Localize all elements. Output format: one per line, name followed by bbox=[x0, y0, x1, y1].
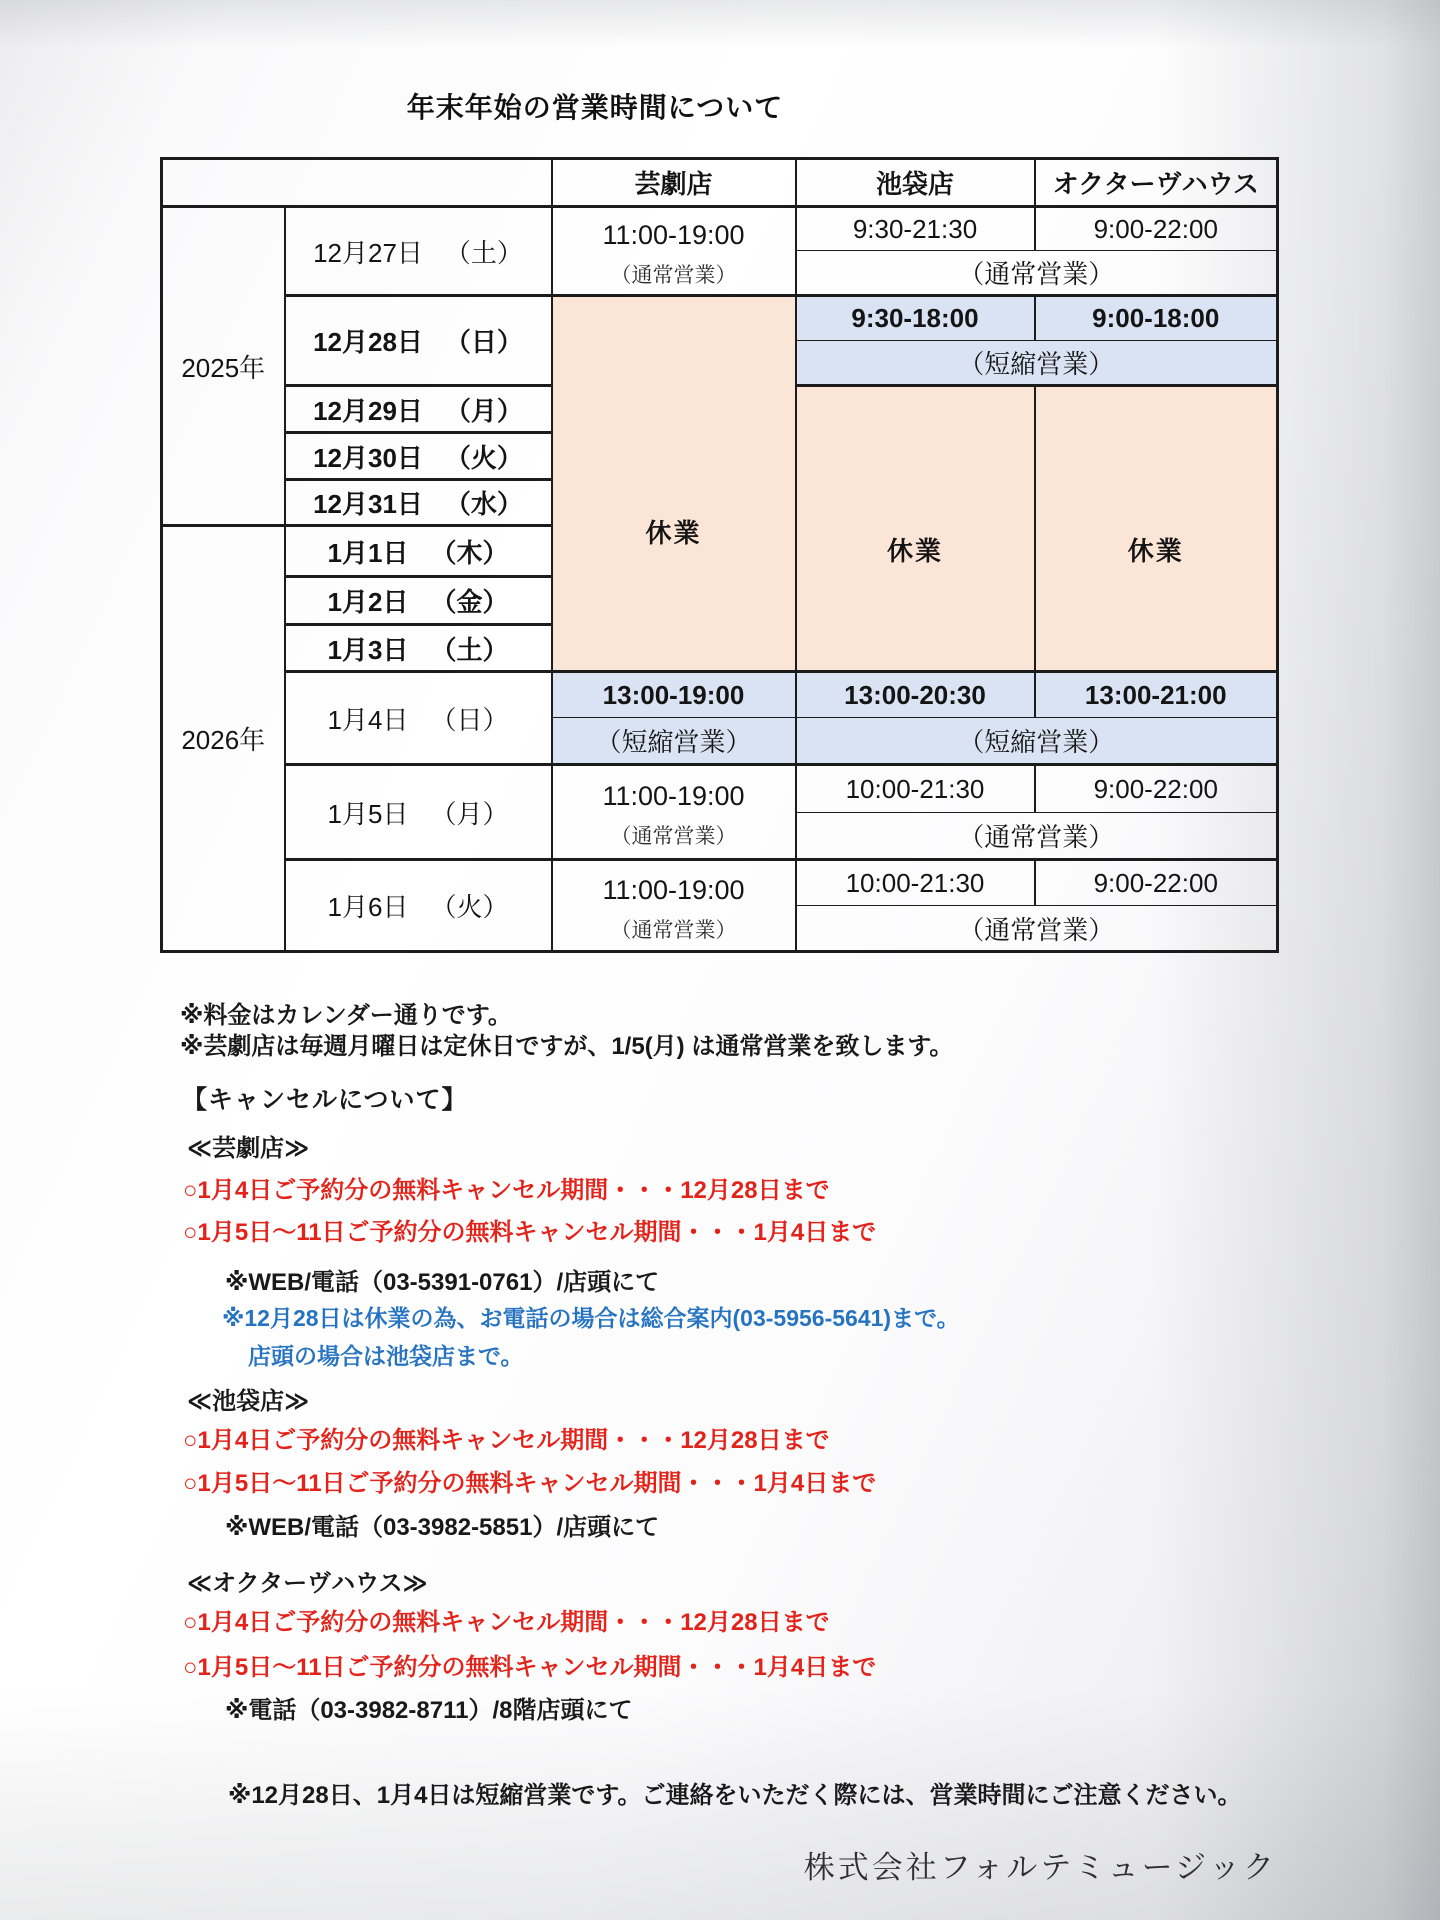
note-short-hours: ※12月28日、1月4日は短縮営業です。ご連絡をいただく際には、営業時間にご注意ください。 bbox=[228, 1782, 1242, 1809]
date-text: 12月30日 bbox=[313, 442, 423, 473]
weekday-text: （火） bbox=[444, 442, 523, 473]
year-2026-cell bbox=[162, 526, 285, 952]
date-cell-jan3 bbox=[285, 625, 552, 672]
weekday-text: （水） bbox=[444, 489, 523, 519]
date-text: 1月4日 bbox=[327, 704, 409, 735]
weekday-text: （金） bbox=[430, 587, 509, 617]
cancel-line: ○1月5日～11日ご予約分の無料キャンセル期間・・・1月4日まで bbox=[183, 1470, 877, 1497]
date-text: 12月31日 bbox=[313, 489, 423, 519]
dec27-shared-note: （通常営業） bbox=[796, 251, 1278, 296]
company-name: 株式会社フォルテミュージック bbox=[803, 1850, 1277, 1885]
cancel-line: ○1月5日～11日ご予約分の無料キャンセル期間・・・1月4日まで bbox=[183, 1219, 877, 1246]
hours-text: 11:00-19:00 bbox=[602, 781, 745, 811]
date-text: 1月2日 bbox=[327, 587, 409, 617]
cancel-line: ○1月4日ご予約分の無料キャンセル期間・・・12月28日まで bbox=[183, 1177, 830, 1204]
page-title: 年末年始の営業時間について bbox=[406, 92, 784, 123]
octavehouse-jan4-hours: 13:00-21:00 bbox=[1035, 672, 1278, 718]
jan5-shared-note: （通常営業） bbox=[796, 813, 1278, 860]
ikebukuro-jan4-hours: 13:00-20:30 bbox=[796, 672, 1035, 718]
date-text: 1月1日 bbox=[327, 537, 409, 568]
dec28-shared-note: （短縮営業） bbox=[796, 341, 1278, 386]
row-jan4-time bbox=[162, 672, 1278, 718]
weekday-text: （日） bbox=[444, 327, 523, 357]
geigeki-jan5-hours bbox=[552, 765, 796, 860]
hours-note: （通常営業） bbox=[610, 918, 737, 942]
date-cell-dec28 bbox=[285, 296, 552, 386]
table-header-row bbox=[162, 159, 1278, 207]
ikebukuro-dec28-hours: 9:30-18:00 bbox=[796, 296, 1035, 341]
row-dec28-time bbox=[162, 296, 1278, 341]
ikebukuro-jan6-hours: 10:00-21:30 bbox=[796, 860, 1035, 906]
corner-cell bbox=[162, 159, 552, 207]
date-text: 12月27日 bbox=[313, 237, 423, 268]
hours-text: 11:00-19:00 bbox=[602, 874, 745, 905]
geigeki-closed-cell: 休業 bbox=[552, 296, 796, 672]
row-jan5-time bbox=[162, 765, 1278, 813]
cancel-line: ○1月5日～11日ご予約分の無料キャンセル期間・・・1月4日まで bbox=[183, 1654, 877, 1681]
store-header-geigeki: 芸劇店 bbox=[552, 159, 796, 207]
date-cell-jan2 bbox=[285, 577, 552, 625]
cancel-store-octavehouse: ≪オクターヴハウス≫ bbox=[187, 1570, 428, 1597]
note-monday: ※芸劇店は毎週月曜日は定休日ですが、1/5(月) は通常営業を致します。 bbox=[180, 1033, 954, 1060]
cancel-store-geigeki: ≪芸劇店≫ bbox=[187, 1135, 310, 1162]
cancel-blue-note: ※12月28日は休業の為、お電話の場合は総合案内(03-5956-5641)まで。 bbox=[222, 1305, 960, 1331]
ikebukuro-closed-cell: 休業 bbox=[796, 386, 1035, 672]
octavehouse-dec28-hours: 9:00-18:00 bbox=[1035, 296, 1278, 341]
date-cell-dec29 bbox=[285, 386, 552, 433]
date-cell-dec27 bbox=[285, 207, 552, 296]
year-2026-label: 2026年 bbox=[181, 725, 266, 755]
hours-note: （通常営業） bbox=[610, 264, 737, 287]
cancel-store-ikebukuro: ≪池袋店≫ bbox=[187, 1388, 310, 1415]
cancel-contact-geigeki: ※WEB/電話（03-5391-0761）/店頭にて bbox=[225, 1269, 660, 1296]
date-cell-dec31 bbox=[285, 480, 552, 526]
weekday-text: （月） bbox=[430, 798, 509, 829]
row-jan6-time bbox=[162, 860, 1278, 906]
geigeki-jan6-hours bbox=[552, 860, 796, 952]
cancel-heading: 【キャンセルについて】 bbox=[182, 1086, 468, 1114]
octavehouse-jan5-hours: 9:00-22:00 bbox=[1035, 765, 1278, 813]
ikebukuro-dec27-hours: 9:30-21:30 bbox=[796, 207, 1035, 251]
weekday-text: （月） bbox=[444, 395, 523, 426]
cancel-line: ○1月4日ご予約分の無料キャンセル期間・・・12月28日まで bbox=[183, 1609, 830, 1636]
octavehouse-closed-cell: 休業 bbox=[1035, 386, 1278, 672]
store-header-ikebukuro: 池袋店 bbox=[796, 159, 1035, 207]
geigeki-jan4-hours: 13:00-19:00 bbox=[552, 672, 796, 718]
hours-text: 11:00-19:00 bbox=[602, 220, 745, 250]
weekday-text: （木） bbox=[430, 537, 509, 568]
cancel-contact-ikebukuro: ※WEB/電話（03-3982-5851）/店頭にて bbox=[225, 1514, 660, 1541]
weekday-text: （日） bbox=[430, 704, 509, 735]
weekday-text: （土） bbox=[444, 237, 523, 268]
date-text: 12月29日 bbox=[313, 395, 423, 426]
date-text: 1月6日 bbox=[327, 892, 409, 922]
date-text: 1月3日 bbox=[327, 634, 409, 665]
date-cell-jan4 bbox=[285, 672, 552, 765]
hours-note: （通常営業） bbox=[610, 825, 737, 848]
ikebukuro-jan5-hours: 10:00-21:30 bbox=[796, 765, 1035, 813]
octavehouse-dec27-hours: 9:00-22:00 bbox=[1035, 207, 1278, 251]
date-text: 1月5日 bbox=[327, 798, 409, 829]
row-dec27-time bbox=[162, 207, 1278, 251]
date-text: 12月28日 bbox=[313, 327, 423, 357]
weekday-text: （土） bbox=[430, 634, 509, 665]
octavehouse-jan6-hours: 9:00-22:00 bbox=[1035, 860, 1278, 906]
jan4-shared-note: （短縮営業） bbox=[796, 718, 1278, 765]
date-cell-dec30 bbox=[285, 433, 552, 480]
cancel-blue-note: 店頭の場合は池袋店まで。 bbox=[248, 1343, 524, 1369]
date-cell-jan1 bbox=[285, 526, 552, 577]
cancel-contact-octavehouse: ※電話（03-3982-8711）/8階店頭にて bbox=[225, 1697, 633, 1724]
business-hours-table bbox=[160, 157, 1279, 953]
cancel-line: ○1月4日ご予約分の無料キャンセル期間・・・12月28日まで bbox=[183, 1427, 830, 1454]
date-cell-jan5 bbox=[285, 765, 552, 860]
year-2025-label: 2025年 bbox=[181, 352, 266, 383]
geigeki-dec27-hours bbox=[552, 207, 796, 296]
note-fee: ※料金はカレンダー通りです。 bbox=[180, 1002, 512, 1029]
geigeki-jan4-note: （短縮営業） bbox=[552, 718, 796, 765]
store-header-octavehouse: オクターヴハウス bbox=[1035, 159, 1278, 207]
year-2025-cell bbox=[162, 207, 285, 526]
date-cell-jan6 bbox=[285, 860, 552, 952]
jan6-shared-note: （通常営業） bbox=[796, 906, 1278, 952]
weekday-text: （火） bbox=[430, 892, 509, 922]
